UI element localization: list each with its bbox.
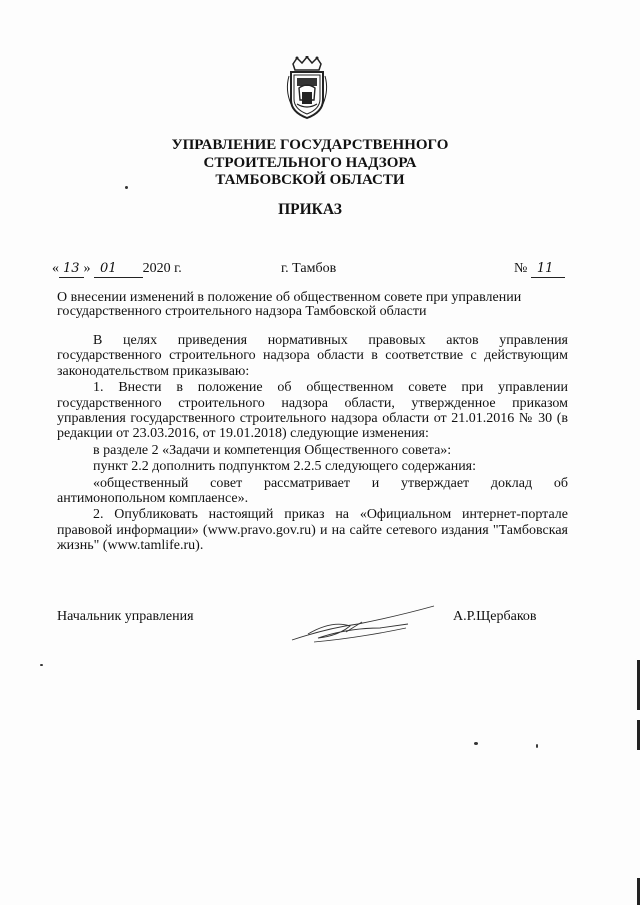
date-day: 13 xyxy=(59,261,84,278)
signatory-name: А.Р.Щербаков xyxy=(453,609,537,624)
date-quote-close: » xyxy=(83,261,91,276)
org-line-2: СТРОИТЕЛЬНОГО НАДЗОРА xyxy=(203,154,417,171)
subject-heading: О внесении изменений в положение об общественном совете при управлении государственного строительного надзора Тамбовской области xyxy=(57,290,522,319)
scan-speck xyxy=(125,186,128,189)
number-value: 11 xyxy=(531,261,566,278)
body-paragraph: в разделе 2 «Задачи и компетенция Общественного совета»: xyxy=(93,442,452,458)
scan-speck xyxy=(474,742,478,745)
body-paragraph: пункт 2.2 дополнить подпунктом 2.2.5 следующего содержания: xyxy=(93,459,477,475)
date-quote-open: « xyxy=(52,261,59,276)
org-line-3: ТАМБОВСКОЙ ОБЛАСТИ xyxy=(215,172,405,188)
document-type: ПРИКАЗ xyxy=(278,201,342,218)
coat-of-arms-emblem xyxy=(283,56,331,120)
date-field xyxy=(52,261,182,278)
organization-name xyxy=(0,137,620,190)
order-body xyxy=(57,333,568,554)
scan-speck xyxy=(40,664,43,666)
date-month: 01 xyxy=(94,261,143,278)
body-paragraph: В целях приведения нормативных правовых актов управления государственного строительного надзора области в соответствие с действующим законодательством приказываю: xyxy=(57,333,568,379)
scan-speck xyxy=(536,744,538,748)
date-year: 2020 г. xyxy=(142,261,182,276)
document-number xyxy=(514,261,565,278)
number-label: № xyxy=(514,261,528,276)
body-paragraph: 1. Внести в положение об общественном совете при управлении государственного строительного надзора области, утвержденное приказом управления государственного строительного надзора области от 21.01.2016 № 30 (в редакции от 23.03.2016, от 19.01.2018) следующие изменения: xyxy=(57,380,568,442)
city: г. Тамбов xyxy=(281,261,337,276)
org-line-1: УПРАВЛЕНИЕ ГОСУДАРСТВЕННОГО xyxy=(171,137,449,153)
handwritten-signature xyxy=(288,598,438,648)
body-paragraph: «общественный совет рассматривает и утверждает доклад об антимонопольном комплаенсе». xyxy=(57,475,568,507)
body-paragraph: 2. Опубликовать настоящий приказ на «Официальном интернет-портале правовой информации» (www.pravo.gov.ru) и на сайте сетевого издания "Тамбовская жизнь" (www.tamlife.ru). xyxy=(57,507,568,554)
signatory-title: Начальник управления xyxy=(57,609,194,624)
